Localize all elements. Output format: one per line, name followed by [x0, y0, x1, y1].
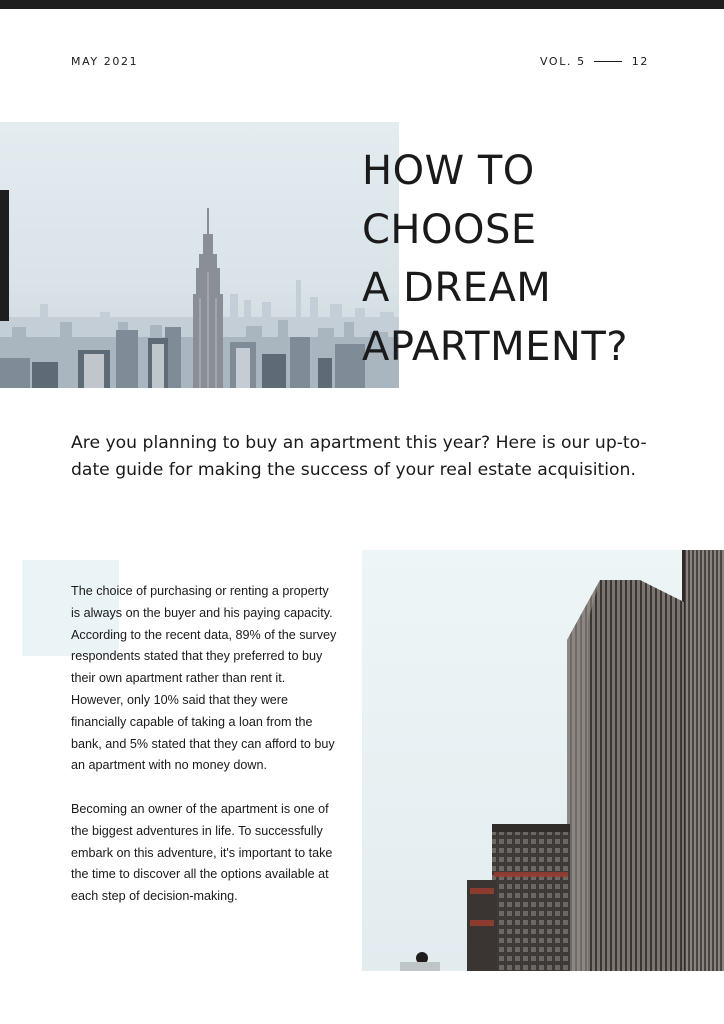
- skyscrapers-photo: [362, 550, 724, 971]
- lead-paragraph: Are you planning to buy an apartment this year? Here is our up-to-date guide for making the success of your real estate acquisition.: [71, 433, 647, 480]
- body-paragraph: The choice of purchasing or renting a property is always on the buyer and his paying capacity. According to the recent data, 89% of the survey respondents stated that they preferred to buy their own apartment rather than rent it. However, only 10% said that they were financially capable of taking a loan from the bank, and 5% stated that they can afford to buy an apartment with no money down.: [71, 584, 337, 773]
- page-number: 12: [631, 55, 649, 68]
- city-skyline-photo: [0, 122, 399, 388]
- issue-info: [540, 55, 649, 68]
- divider-line: [594, 61, 622, 62]
- side-accent-bar: [0, 190, 9, 321]
- issue-date: MAY 2021: [71, 55, 139, 68]
- title-line: HOW TO: [362, 148, 535, 194]
- volume-label: VOL. 5: [540, 55, 586, 68]
- body-paragraph: Becoming an owner of the apartment is one of the biggest adventures in life. To successfully embark on this adventure, it's important to take the time to discover all the options available at each step of decision-making.: [71, 801, 333, 904]
- title-line: APARTMENT?: [362, 323, 628, 370]
- title-line: CHOOSE: [362, 206, 537, 253]
- article-body: [71, 581, 341, 930]
- top-bar: [0, 0, 724, 9]
- article-title: [362, 142, 628, 376]
- title-line: A DREAM: [362, 265, 552, 311]
